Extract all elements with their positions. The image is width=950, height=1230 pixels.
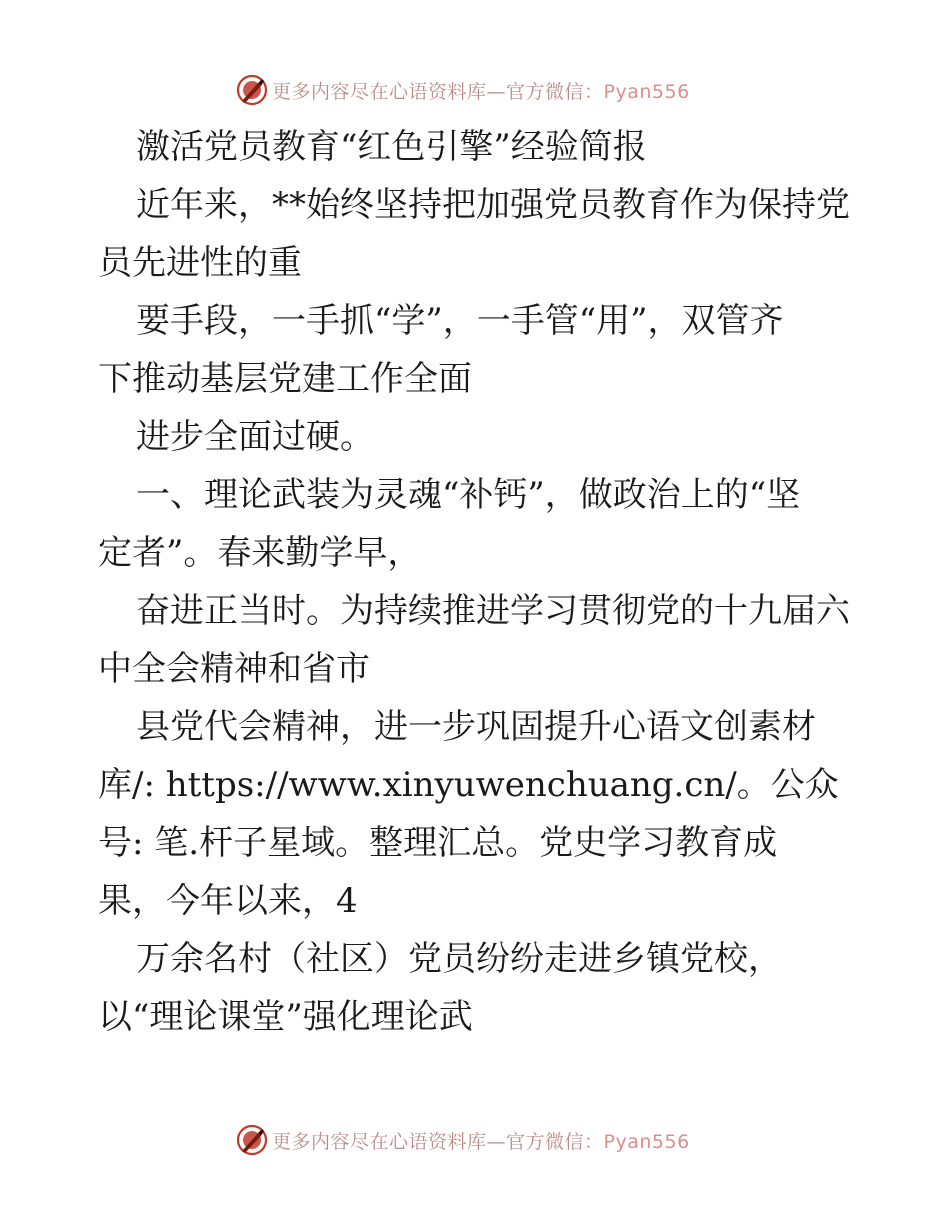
text-line: 定者”。春来勤学早，: [98, 533, 422, 573]
text-line: 县党代会精神，进一步巩固提升心语文创素材: [136, 707, 816, 747]
watermark-text: 更多内容尽在心语资料库—官方微信：Pyan556: [272, 80, 690, 103]
text-line: 果，今年以来，4: [98, 881, 358, 921]
text-line: 库/: https://www.xinyuwenchuang.cn/。公众: [98, 765, 839, 805]
text-line: 要手段，一手抓“学”，一手管“用”，双管齐: [136, 301, 784, 341]
text-line: 近年来，**始终坚持把加强党员教育作为保持党: [136, 185, 850, 225]
text-line: 中全会精神和省市: [98, 649, 370, 689]
document-body: [98, 118, 858, 1046]
header-watermark: [236, 72, 716, 108]
pen-logo-icon: [236, 1124, 268, 1156]
watermark-text: 更多内容尽在心语资料库—官方微信：Pyan556: [272, 1130, 690, 1153]
text-line: 奋进正当时。为持续推进学习贯彻党的十九届六: [136, 591, 850, 631]
text-line: 万余名村（社区）党员纷纷走进乡镇党校，: [136, 939, 782, 979]
document-title: 激活党员教育“红色引擎”经验简报: [136, 127, 647, 167]
watermark-account: Pyan556: [603, 1130, 690, 1153]
watermark-account: Pyan556: [603, 80, 690, 103]
text-line: 员先进性的重: [98, 243, 302, 283]
text-line: 一、理论武装为灵魂“补钙”，做政治上的“坚: [136, 475, 801, 515]
text-line: 号: 笔.杆子星域。整理汇总。党史学习教育成: [98, 823, 778, 863]
footer-watermark: [236, 1122, 716, 1158]
pen-logo-icon: [236, 74, 268, 106]
text-line: 进步全面过硬。: [136, 417, 374, 457]
text-line: 下推动基层党建工作全面: [98, 359, 472, 399]
text-line: 以“理论课堂”强化理论武: [98, 997, 473, 1037]
